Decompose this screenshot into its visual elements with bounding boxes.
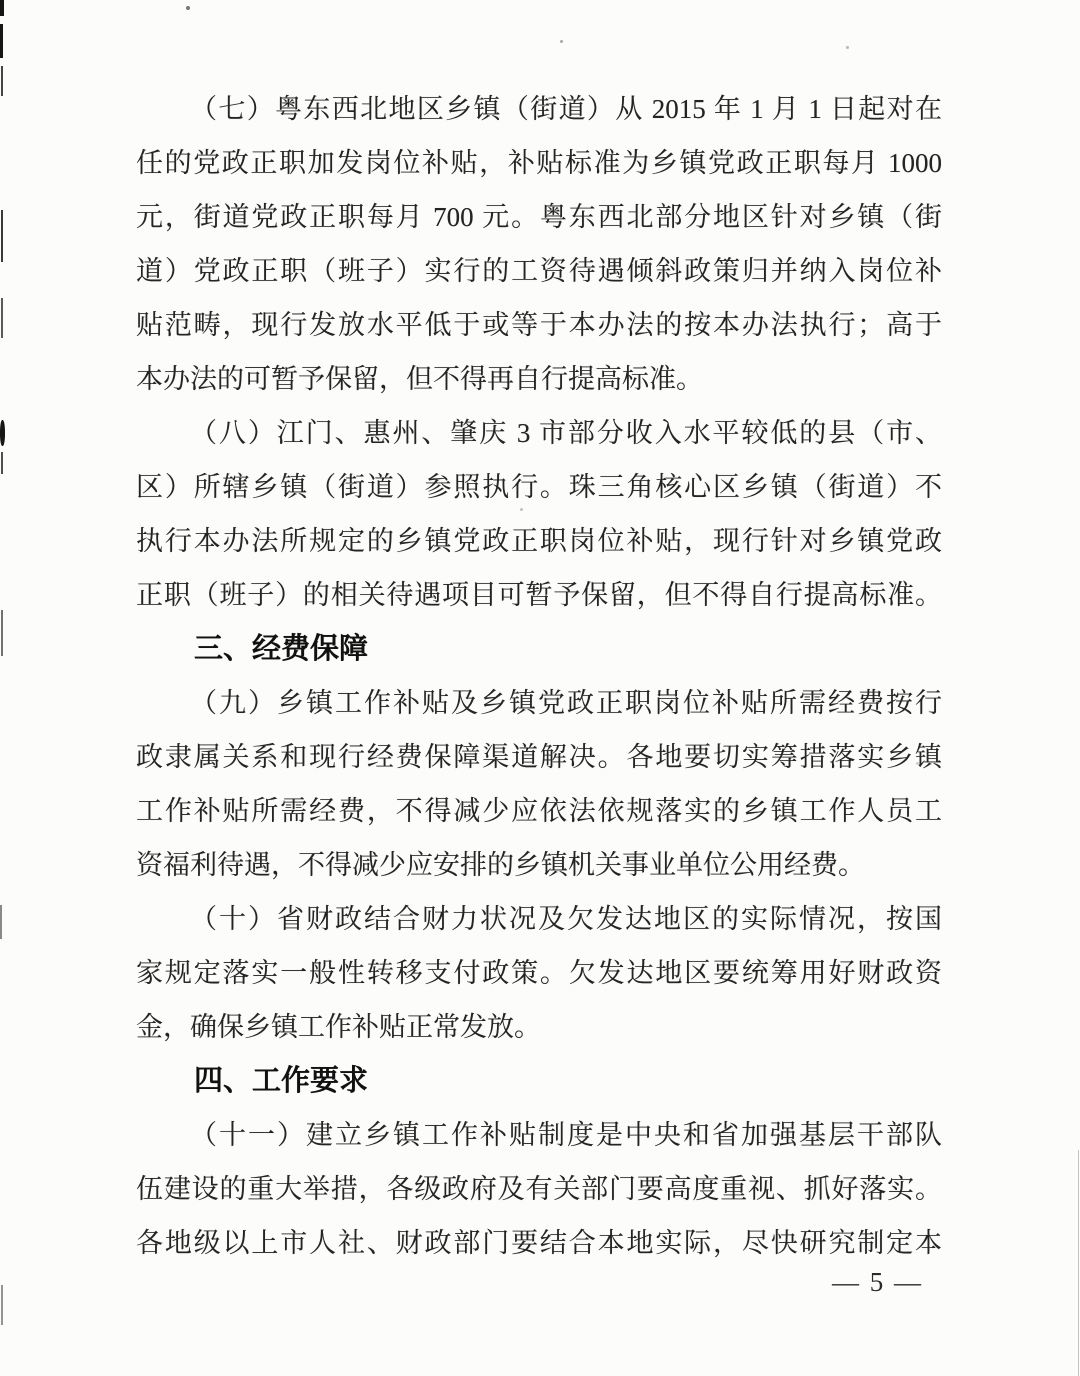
heading-section-3: 三、经费保障 bbox=[194, 633, 369, 665]
text-line: 金，确保乡镇工作补贴正常发放。 bbox=[136, 1012, 541, 1042]
text-line: 资福利待遇，不得减少应安排的乡镇机关事业单位公用经费。 bbox=[136, 850, 865, 880]
text-line: （十）省财政结合财力状况及欠发达地区的实际情况，按国 bbox=[190, 904, 942, 934]
heading-section-4: 四、工作要求 bbox=[194, 1065, 369, 1097]
text-line: 执行本办法所规定的乡镇党政正职岗位补贴，现行针对乡镇党政 bbox=[136, 526, 942, 556]
text-line: （十一）建立乡镇工作补贴制度是中央和省加强基层干部队 bbox=[190, 1120, 942, 1150]
text-line: 任的党政正职加发岗位补贴，补贴标准为乡镇党政正职每月 1000 bbox=[136, 148, 942, 178]
scan-speck bbox=[560, 40, 563, 43]
text-line: 伍建设的重大举措，各级政府及有关部门要高度重视、抓好落实。 bbox=[136, 1174, 942, 1204]
scan-speck bbox=[846, 46, 849, 49]
scan-artifact bbox=[1, 1285, 3, 1325]
scan-artifact bbox=[1, 610, 3, 656]
scan-artifact bbox=[1, 298, 3, 338]
scan-speck bbox=[916, 762, 919, 765]
text-line: 道）党政正职（班子）实行的工资待遇倾斜政策归并纳入岗位补 bbox=[136, 256, 942, 286]
text-line: 元，街道党政正职每月 700 元。粤东西北部分地区针对乡镇（街 bbox=[136, 202, 942, 232]
scan-artifact bbox=[0, 905, 2, 939]
text-line: 政隶属关系和现行经费保障渠道解决。各地要切实筹措落实乡镇 bbox=[136, 742, 942, 772]
text-line: 正职（班子）的相关待遇项目可暂予保留，但不得自行提高标准。 bbox=[136, 580, 942, 610]
document-body bbox=[136, 82, 942, 1270]
text-line: 区）所辖乡镇（街道）参照执行。珠三角核心区乡镇（街道）不 bbox=[136, 472, 942, 502]
text-line: （七）粤东西北地区乡镇（街道）从 2015 年 1 月 1 日起对在 bbox=[190, 94, 942, 124]
text-line: （九）乡镇工作补贴及乡镇党政正职岗位补贴所需经费按行 bbox=[190, 688, 942, 718]
text-line: 本办法的可暂予保留，但不得再自行提高标准。 bbox=[136, 364, 703, 394]
text-line: 家规定落实一般性转移支付政策。欠发达地区要统筹用好财政资 bbox=[136, 958, 942, 988]
scan-speck bbox=[520, 508, 523, 511]
page-number: — 5 — bbox=[832, 1267, 923, 1297]
scan-artifact bbox=[0, 0, 4, 16]
scan-artifact bbox=[1, 210, 3, 262]
scan-speck bbox=[186, 6, 190, 10]
scan-artifact bbox=[0, 24, 3, 58]
scan-edge-line bbox=[1078, 1150, 1079, 1376]
text-line: 贴范畴，现行发放水平低于或等于本办法的按本办法执行；高于 bbox=[136, 310, 942, 340]
text-line: 工作补贴所需经费，不得减少应依法依规落实的乡镇工作人员工 bbox=[136, 796, 942, 826]
scan-artifact bbox=[0, 420, 5, 446]
scan-artifact bbox=[1, 452, 3, 474]
scan-artifact bbox=[1, 66, 3, 96]
text-line: （八）江门、惠州、肇庆 3 市部分收入水平较低的县（市、 bbox=[190, 418, 942, 448]
text-line: 各地级以上市人社、财政部门要结合本地实际，尽快研究制定本 bbox=[136, 1228, 942, 1258]
